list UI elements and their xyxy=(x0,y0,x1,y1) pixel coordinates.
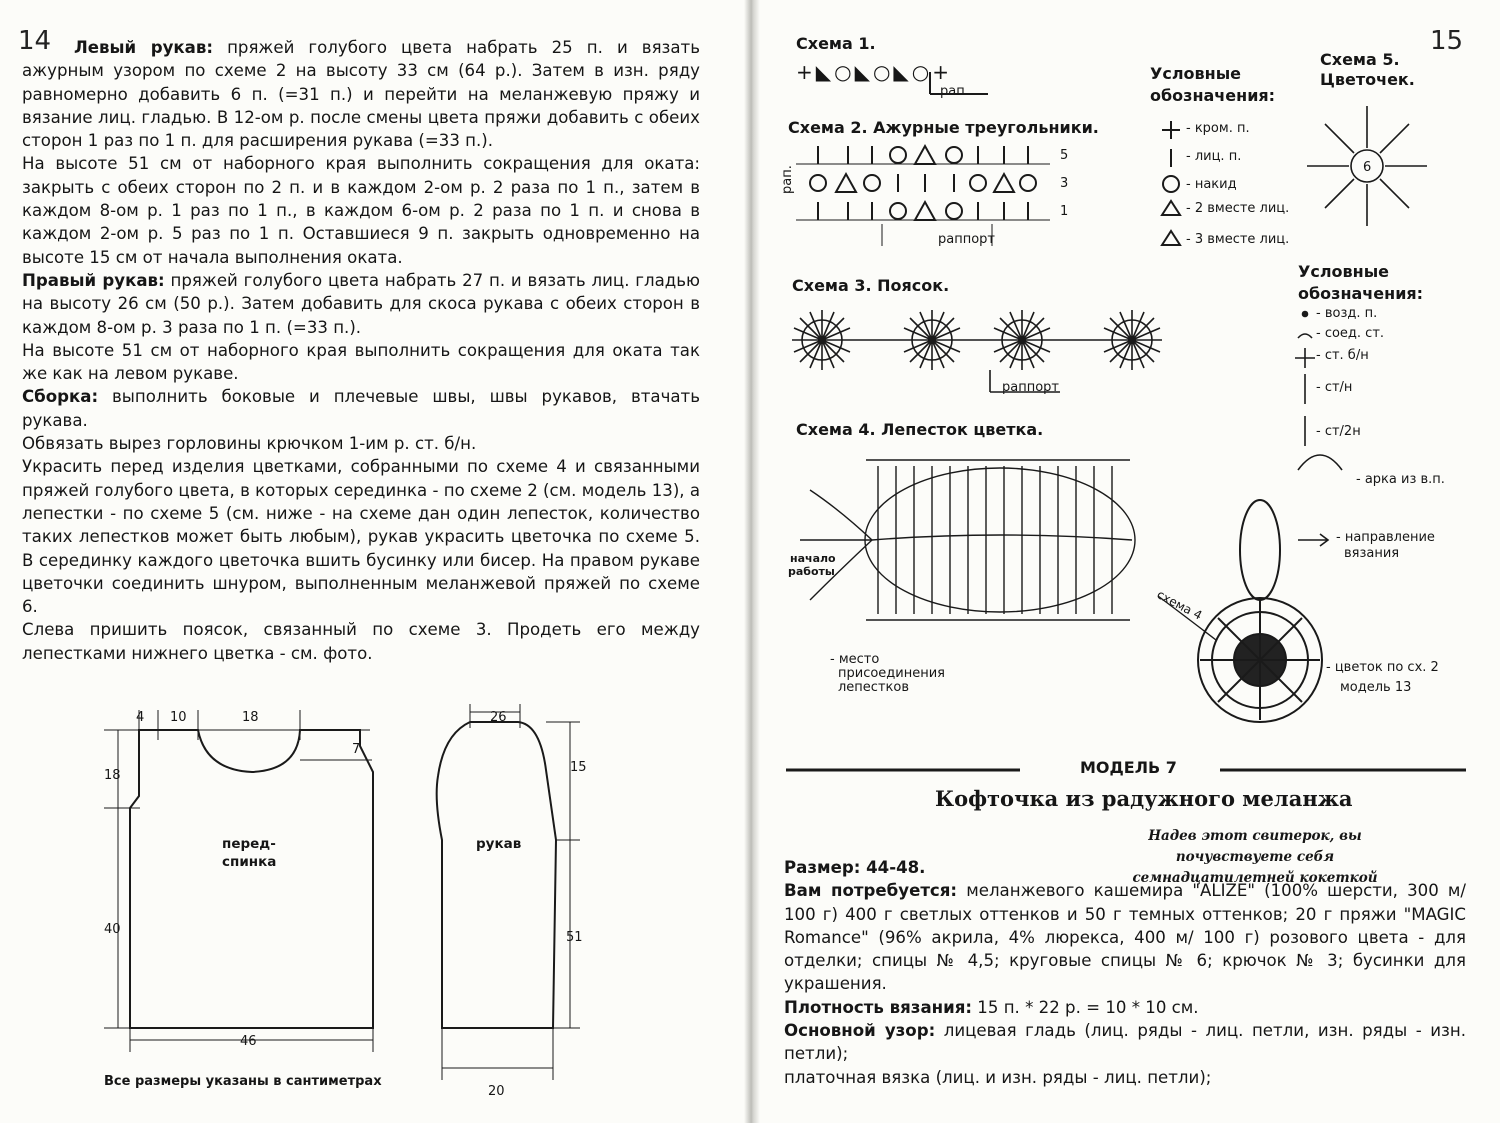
legend2-item-direction: - направление xyxy=(1336,530,1435,545)
dim-18-side: 18 xyxy=(104,768,121,783)
left-page xyxy=(0,0,744,1123)
scheme4-attach-2: присоединения xyxy=(838,666,946,681)
dim-26: 26 xyxy=(490,710,507,725)
scheme1-symbols: +◣○◣○◣○+ xyxy=(796,60,953,84)
scheme2-title: Схема 2. Ажурные треугольники. xyxy=(788,118,1099,137)
scheme1-title: Схема 1. xyxy=(796,34,876,53)
scheme5-title-1: Схема 5. xyxy=(1320,50,1400,69)
legend2-item-sc: - ст. б/н xyxy=(1316,348,1369,363)
text-materials: меланжевого кашемира "ALIZE" (100% шерсти, 300 м/ 100 г) 400 г светлых оттенков и 50 г темных оттенков; 20 г пряжи "MAGIC Romance" (96% акрила, 4% люрекса, 400 м/ 100 г) розового цвета - для отделки; спицы № 4,5; круговые спицы № 6; крючок № 3; бусинки для украшения. xyxy=(784,881,1467,994)
scheme4-start-2: работы xyxy=(788,565,835,578)
text-gauge: 15 п. * 22 р. = 10 * 10 см. xyxy=(972,997,1199,1017)
scheme4-title: Схема 4. Лепесток цветка. xyxy=(796,420,1044,439)
page-number-left: 14 xyxy=(18,26,52,56)
scheme2-row-1: 1 xyxy=(1060,204,1069,219)
legend1-item-2tog: - 2 вместе лиц. xyxy=(1186,201,1290,216)
pattern-footnote: Все размеры указаны в сантиметрах xyxy=(104,1074,382,1089)
legend1-item-knit: - лиц. п. xyxy=(1186,149,1242,164)
page-number-right: 15 xyxy=(1430,26,1464,56)
legend1-item-yarnover: - накид xyxy=(1186,177,1237,192)
paragraph-materials xyxy=(784,879,1466,995)
scheme5-title-2: Цветочек. xyxy=(1320,70,1415,89)
model-title: Кофточка из радужного меланжа xyxy=(935,786,1353,811)
legend2-item-slip: - соед. ст. xyxy=(1316,326,1385,341)
legend1-title-1: Условные xyxy=(1150,64,1242,83)
dim-7: 7 xyxy=(352,742,361,757)
legend2-item-tr: - ст/2н xyxy=(1316,424,1361,439)
dim-51: 51 xyxy=(566,930,583,945)
scheme3-rapport-label: раппорт xyxy=(1002,380,1059,395)
text-cap-decrease: На высоте 51 см от наборного края выполнить сокращения для оката: закрыть с обеих сторон по 2 п. и в каждом 2-ом р. 2 раза по 1 п., затем в каждом 8-ом р. 1 раз по 1 п., в каждом 6-ом р. 2 раза по 1 п. и снова в каждом 2-ом р. 5 раз по 1 п. Оставшиеся 9 п. закрыть одновременно на высоте 15 см от начала выполнения оката. xyxy=(22,154,700,267)
text-belt: Слева пришить поясок, связанный по схеме 3. Продеть его между лепестками нижнего цветка - см. фото. xyxy=(22,620,700,663)
dim-4: 4 xyxy=(136,710,145,725)
scheme2-row-5: 5 xyxy=(1060,148,1069,163)
scheme4-arrow-label: схема 4 xyxy=(1154,587,1205,623)
scheme2-grid xyxy=(796,146,1050,246)
scheme2-rap-label: рап. xyxy=(780,165,795,194)
lead-gauge: Плотность вязания: xyxy=(784,997,973,1017)
dim-46: 46 xyxy=(240,1034,257,1049)
scheme5-center: 6 xyxy=(1363,160,1372,175)
legend2-title-1: Условные xyxy=(1298,262,1390,281)
text-assembly: выполнить боковые и плечевые швы, швы рукавов, втачать рукава. xyxy=(22,387,700,430)
front-label-2: спинка xyxy=(222,854,277,870)
dim-20: 20 xyxy=(488,1084,505,1099)
scheme4-flower-1: - цветок по сх. 2 xyxy=(1326,660,1439,675)
lead-main-pattern: Основной узор: xyxy=(784,1021,936,1041)
text-garter: платочная вязка (лиц. и изн. ряды - лиц. петли); xyxy=(784,1067,1212,1087)
pattern-drawing xyxy=(0,0,744,1123)
sleeve-outline xyxy=(437,722,556,1028)
dim-10: 10 xyxy=(170,710,187,725)
legend1-symbols xyxy=(1162,121,1180,245)
scheme4-petal xyxy=(800,460,1135,620)
dim-15: 15 xyxy=(570,760,587,775)
scheme4-start-1: начало xyxy=(790,552,836,565)
paragraph-garter xyxy=(784,1066,1466,1089)
legend2-item-direction-2: вязания xyxy=(1344,546,1400,561)
legend2-item-dc: - ст/н xyxy=(1316,380,1353,395)
scheme3-belt xyxy=(792,310,1162,392)
legend2-item-arch: - арка из в.п. xyxy=(1356,472,1445,487)
scheme1-rep-label: рап. xyxy=(940,84,969,99)
paragraph-main-pattern xyxy=(784,1019,1466,1066)
model-subtitle-1: Надев этот свитерок, вы почувствуете себя xyxy=(1148,828,1362,865)
scheme4-attach-3: лепестков xyxy=(838,680,909,695)
legend2-title-2: обозначения: xyxy=(1298,284,1424,303)
legend2-item-chain: - возд. п. xyxy=(1316,306,1378,321)
right-page xyxy=(760,0,1500,1123)
scheme2-rapport-label: раппорт xyxy=(938,232,995,247)
legend1-item-3tog: - 3 вместе лиц. xyxy=(1186,232,1290,247)
legend1-title-2: обозначения: xyxy=(1150,86,1276,105)
scheme5-flower xyxy=(1307,106,1427,226)
lead-assembly: Сборка: xyxy=(22,387,99,407)
sleeve-label: рукав xyxy=(476,836,522,852)
lead-right-sleeve: Правый рукав: xyxy=(22,270,165,290)
model-number: МОДЕЛЬ 7 xyxy=(1080,758,1177,777)
front-back-outline xyxy=(130,730,373,1028)
text-main-pattern: лицевая гладь (лиц. ряды - лиц. петли, изн. ряды - изн. петли); xyxy=(784,1021,1467,1064)
lead-left-sleeve: Левый рукав: xyxy=(74,38,214,57)
lead-materials: Вам потребуется: xyxy=(784,881,958,901)
text-left-sleeve: пряжей голубого цвета набрать 25 п. и вязать ажурным узором по схеме 2 на высоту 33 см (64 р.). Затем в изн. ряду равномерно добавить 6 п. (=31 п.) и перейти на меланжевую пряжу и вязание лиц. гладью. В 12-ом р. после смены цвета пряжи добавить с обеих сторон 1 раз по 1 п. для расширения рукава (=33 п.). xyxy=(22,38,700,151)
book-gutter xyxy=(744,0,760,1123)
model-subtitle-2: семнадцатилетней кокеткой xyxy=(1132,870,1378,886)
dim-40: 40 xyxy=(104,922,121,937)
front-label-1: перед- xyxy=(222,836,276,852)
legend1-item-edge: - кром. п. xyxy=(1186,121,1250,136)
paragraph-size xyxy=(784,856,1466,879)
text-right-cap: На высоте 51 см от наборного края выполнить сокращения для оката так же как на левом рукаве. xyxy=(22,340,700,384)
paragraph-gauge xyxy=(784,996,1466,1019)
dim-18-top: 18 xyxy=(242,710,259,725)
legend2-symbols xyxy=(1295,312,1342,547)
scheme4-flower-2: модель 13 xyxy=(1340,680,1412,695)
text-right-sleeve: пряжей голубого цвета набрать 27 п. и вязать лиц. гладью на высоту 26 см (50 р.). Затем добавить для скоса рукава с обеих сторон в каждом 8-ом р. 3 раза по 1 п. (=33 п.). xyxy=(22,270,700,337)
scheme3-title: Схема 3. Поясок. xyxy=(792,276,950,295)
lead-size: Размер: 44-48. xyxy=(784,858,926,877)
text-neckline: Обвязать вырез горловины крючком 1-им р. ст. б/н. xyxy=(22,434,477,454)
scheme2-row-3: 3 xyxy=(1060,176,1069,191)
right-body-text xyxy=(784,856,1466,1089)
text-decoration: Украсить перед изделия цветками, собранными по схеме 4 и связанными пряжей голубого цвета, в которых серединка - по схеме 2 (см. модель 13), а лепестки - по схеме 5 (см. ниже - на схеме дан один лепесток, количество таких лепестков может быть любым), рукав украсить цветочка по схеме 5. В серединку каждого цветочка вшить бусинку или бисер. На правом рукаве цветочки соединить шнуром, выполненным меланжевой пряжей по схеме 6. xyxy=(22,457,701,617)
assembled-flower xyxy=(1198,500,1322,722)
scheme4-attach-1: - место xyxy=(830,652,880,667)
